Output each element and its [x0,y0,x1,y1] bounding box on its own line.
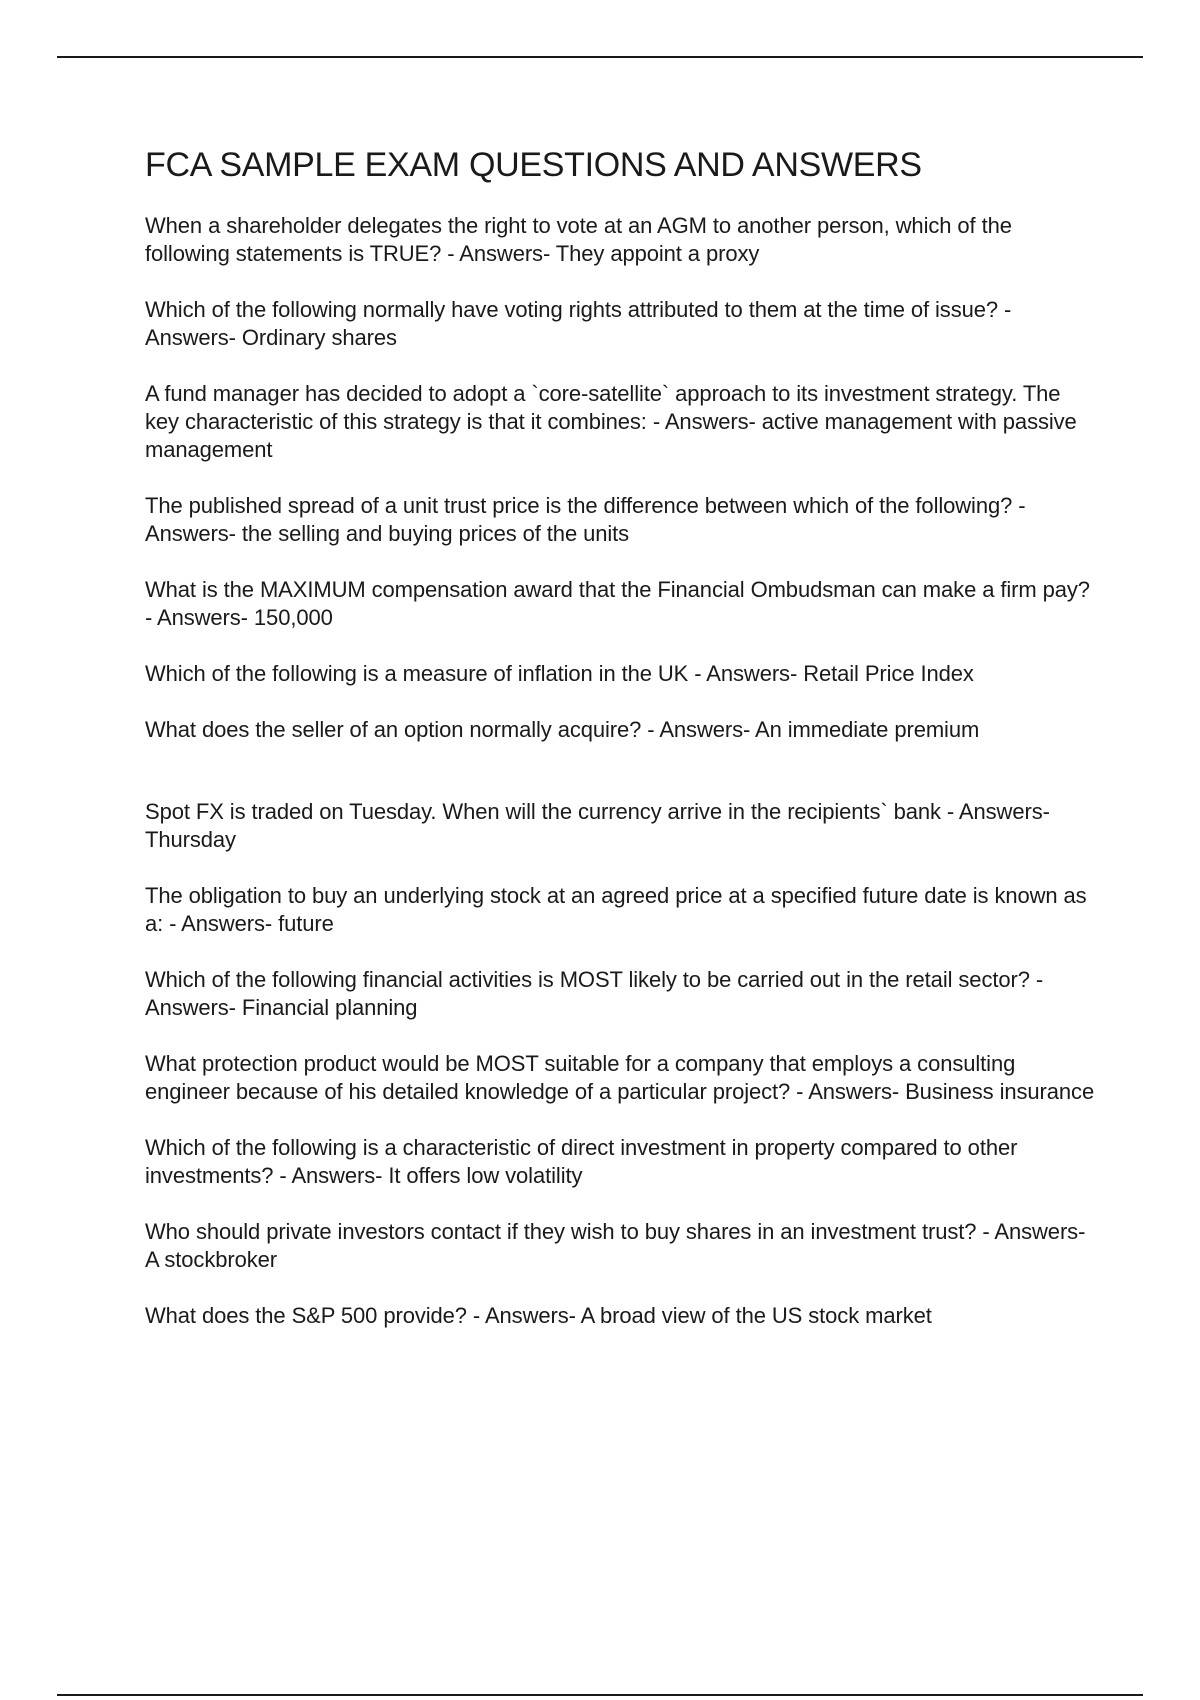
qa-item: What is the MAXIMUM compensation award that the Financial Ombudsman can make a firm pay? - Answers- 150,000 [145,577,1090,630]
bottom-divider [57,1694,1143,1696]
qa-item: What does the S&P 500 provide? - Answers- A broad view of the US stock market [145,1303,932,1328]
qa-item: When a shareholder delegates the right to vote at an AGM to another person, which of the following statements is TRUE? - Answers- They appoint a proxy [145,213,1012,266]
qa-item: What does the seller of an option normally acquire? - Answers- An immediate premium [145,717,980,742]
qa-item: Which of the following normally have voting rights attributed to them at the time of issue? - Answers- Ordinary shares [145,297,1012,350]
qa-item: Which of the following is a measure of inflation in the UK - Answers- Retail Price Index [145,661,974,686]
qa-item: The obligation to buy an underlying stock at an agreed price at a specified future date is known as a: - Answers- future [145,883,1087,936]
top-divider [57,56,1143,58]
document-body [145,142,1095,1358]
qa-item: What protection product would be MOST suitable for a company that employs a consulting engineer because of his detailed knowledge of a particular project? - Answers- Business insurance [145,1051,1095,1104]
qa-item: The published spread of a unit trust price is the difference between which of the following? - Answers- the selling and buying prices of the units [145,493,1026,546]
qa-item: Which of the following is a characteristic of direct investment in property compared to other investments? - Answers- It offers low volatility [145,1135,1018,1188]
page-title: FCA SAMPLE EXAM QUESTIONS AND ANSWERS [145,146,922,184]
qa-item: Which of the following financial activities is MOST likely to be carried out in the retail sector? - Answers- Financial planning [145,967,1044,1020]
qa-item: A fund manager has decided to adopt a `core-satellite` approach to its investment strategy. The key characteristic of this strategy is that it combines: - Answers- active management with passive management [145,381,1077,462]
qa-item: Spot FX is traded on Tuesday. When will the currency arrive in the recipients` bank - Answers- Thursday [145,799,1050,852]
qa-item: Who should private investors contact if they wish to buy shares in an investment trust? - Answers- A stockbroker [145,1219,1086,1272]
